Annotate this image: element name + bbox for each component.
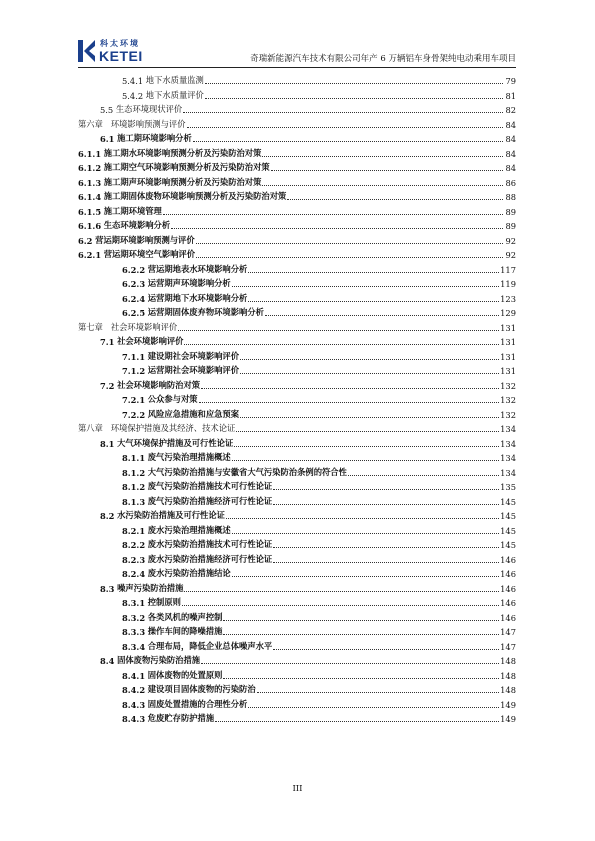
toc-entry-number: 8.2.2 — [122, 540, 146, 550]
toc-entry[interactable] — [78, 696, 516, 710]
toc-entry-title: 建设期社会环境影响评价 — [147, 350, 240, 361]
toc-leader-dots — [287, 199, 503, 200]
toc-leader-dots — [273, 489, 499, 490]
toc-entry-number: 6.2 — [78, 235, 93, 246]
toc-leader-dots — [199, 402, 500, 403]
toc-entry-number: 8.4.3 — [122, 714, 146, 724]
toc-entry-page: 146 — [500, 598, 516, 608]
toc-leader-dots — [171, 228, 503, 229]
logo-english-text: KETEI — [99, 48, 143, 64]
toc-entry-title: 运营期声环境影响分析 — [147, 278, 231, 288]
toc-entry-title: 营运期地表水环境影响分析 — [147, 263, 248, 274]
toc-entry-number: 8.2.4 — [122, 569, 146, 579]
toc-entry[interactable] — [78, 478, 516, 492]
toc-entry-number: 7.2 — [100, 380, 115, 391]
toc-entry-title: 营运期环境影响预测与评价 — [95, 234, 195, 245]
toc-entry[interactable] — [78, 420, 516, 434]
toc-entry-number: 8.3.3 — [122, 627, 146, 637]
toc-leader-dots — [240, 373, 499, 374]
toc-leader-dots — [201, 663, 499, 664]
toc-leader-dots — [215, 721, 499, 722]
toc-entry[interactable] — [78, 493, 516, 507]
toc-entry-number: 6.1.6 — [78, 221, 102, 231]
toc-entry-page: 148 — [500, 670, 516, 681]
toc-entry-title: 生态环境现状评价 — [115, 104, 183, 114]
toc-entry-page: 84 — [505, 163, 516, 173]
toc-entry-page: 86 — [505, 177, 516, 188]
toc-leader-dots — [183, 112, 503, 113]
toc-leader-dots — [257, 692, 500, 693]
toc-entry-number: 8.4.2 — [122, 685, 146, 695]
toc-entry[interactable] — [78, 87, 516, 101]
toc-entry[interactable] — [78, 348, 516, 362]
toc-entry-title: 固体废物的处置原则 — [147, 669, 223, 680]
toc-entry[interactable] — [78, 261, 516, 275]
toc-entry-title: 地下水质量评价 — [145, 89, 204, 100]
toc-entry[interactable] — [78, 174, 516, 188]
toc-leader-dots — [201, 388, 499, 389]
toc-entry-page: 147 — [500, 641, 516, 652]
toc-entry[interactable] — [78, 72, 516, 86]
toc-entry-title: 大气环境保护措施及可行性论证 — [117, 437, 234, 448]
toc-entry-number: 8.1 — [100, 438, 115, 449]
toc-entry-page: 146 — [500, 583, 516, 594]
toc-leader-dots — [232, 286, 499, 287]
toc-entry-page: 135 — [500, 482, 516, 492]
toc-leader-dots — [234, 446, 499, 447]
toc-entry-title: 合理布局，降低企业总体噪声水平 — [147, 640, 273, 651]
toc-entry-title: 公众参与对策 — [147, 394, 198, 404]
toc-entry-title: 施工期水环境影响预测分析及污染防治对策 — [103, 147, 262, 158]
toc-entry[interactable] — [78, 116, 516, 130]
toc-entry-page: 131 — [500, 337, 516, 347]
toc-entry-title: 控制原则 — [147, 597, 181, 607]
toc-entry-title: 建设项目固体废物的污染防治 — [147, 684, 256, 694]
toc-leader-dots — [273, 547, 499, 548]
toc-entry[interactable] — [78, 464, 516, 478]
toc-entry[interactable] — [78, 145, 516, 159]
toc-entry-number: 6.2.4 — [122, 293, 146, 304]
toc-entry-page: 134 — [500, 453, 516, 463]
toc-entry-page: 134 — [500, 438, 516, 449]
toc-entry-page: 148 — [500, 656, 516, 666]
toc-entry[interactable] — [78, 391, 516, 405]
toc-leader-dots — [348, 475, 499, 476]
toc-entry-number: 6.2.3 — [122, 279, 146, 289]
toc-entry[interactable] — [78, 290, 516, 304]
toc-entry-title: 营运期环境空气影响评价 — [103, 249, 196, 259]
toc-entry[interactable] — [78, 710, 516, 724]
toc-entry-number: 7.1.2 — [122, 366, 146, 376]
toc-entry-page: 134 — [500, 424, 516, 434]
toc-entry-page: 132 — [500, 395, 516, 405]
toc-entry[interactable] — [78, 319, 516, 333]
toc-entry-page: 145 — [500, 525, 516, 536]
toc-entry-page: 92 — [505, 250, 516, 260]
toc-leader-dots — [205, 83, 503, 84]
toc-entry-title: 废水污染防治措施结论 — [147, 568, 231, 578]
toc-entry-number: 6.1.3 — [78, 177, 102, 188]
toc-entry-title: 运营期社会环境影响评价 — [147, 365, 240, 375]
toc-leader-dots — [240, 417, 499, 418]
toc-entry-number: 7.2.2 — [122, 409, 146, 420]
toc-entry-title: 地下水质量监测 — [145, 75, 204, 85]
toc-entry[interactable] — [78, 638, 516, 652]
toc-entry-number: 6.1.5 — [78, 206, 102, 217]
toc-entry-number: 8.1.1 — [122, 453, 146, 463]
toc-entry-page: 146 — [500, 569, 516, 579]
toc-entry[interactable] — [78, 217, 516, 231]
toc-entry-number: 8.3.2 — [122, 612, 146, 623]
toc-entry-page: 119 — [500, 279, 516, 289]
toc-entry[interactable] — [78, 522, 516, 536]
toc-entry-page: 131 — [500, 322, 516, 333]
toc-leader-dots — [193, 141, 503, 142]
toc-entry[interactable] — [78, 551, 516, 565]
toc-leader-dots — [196, 257, 503, 258]
toc-entry[interactable] — [78, 188, 516, 202]
toc-leader-dots — [271, 170, 503, 171]
toc-entry-page: 146 — [500, 554, 516, 565]
toc-entry-page: 132 — [500, 380, 516, 391]
toc-leader-dots — [196, 243, 503, 244]
toc-entry[interactable] — [78, 681, 516, 695]
toc-entry-title: 噪声污染防治措施 — [117, 582, 184, 593]
toc-entry[interactable] — [78, 304, 516, 318]
toc-entry-title: 废水污染防治措施经济可行性论证 — [147, 553, 273, 564]
toc-entry-title: 运营期地下水环境影响分析 — [147, 292, 248, 303]
toc-leader-dots — [273, 504, 499, 505]
toc-entry-title: 施工期固体废物环境影响预测分析及污染防治对策 — [103, 191, 287, 201]
toc-entry-number: 6.2.5 — [122, 308, 146, 318]
toc-entry-number: 8.3 — [100, 583, 115, 594]
toc-entry[interactable] — [78, 130, 516, 144]
toc-leader-dots — [184, 344, 499, 345]
toc-entry-page: 145 — [500, 511, 516, 521]
toc-entry-title: 生态环境影响分析 — [103, 220, 171, 230]
toc-entry-title: 环境影响预测与评价 — [110, 118, 186, 129]
document-title: 奇瑞新能源汽车技术有限公司年产 6 万辆铝车身骨架纯电动乘用车项目 — [250, 54, 516, 64]
toc-leader-dots — [232, 533, 499, 534]
logo-chinese-text: 科太环境 — [100, 39, 140, 48]
toc-entry[interactable] — [78, 580, 516, 594]
toc-entry-number: 8.2 — [100, 511, 115, 521]
toc-entry[interactable] — [78, 333, 516, 347]
toc-entry-title: 运营期固体废弃物环境影响分析 — [147, 307, 264, 317]
toc-entry-number: 第六章 — [78, 118, 103, 129]
toc-entry-number: 8.4 — [100, 656, 115, 666]
toc-entry-page: 84 — [505, 119, 516, 130]
toc-entry-number: 6.1.4 — [78, 192, 102, 202]
toc-entry-number: 7.1 — [100, 337, 115, 347]
toc-entry[interactable] — [78, 377, 516, 391]
toc-entry-title: 环境保护措施及其经济、技术论证 — [110, 423, 236, 433]
toc-entry-number: 8.2.1 — [122, 525, 146, 536]
toc-entry-number: 6.1 — [100, 134, 115, 144]
toc-leader-dots — [262, 185, 503, 186]
toc-entry-page: 79 — [505, 76, 516, 86]
toc-entry[interactable] — [78, 362, 516, 376]
toc-entry-number: 8.1.3 — [122, 496, 146, 507]
toc-entry-number: 6.1.2 — [78, 163, 102, 173]
toc-entry-title: 社会环境影响防治对策 — [117, 379, 201, 390]
toc-entry-page: 82 — [505, 105, 516, 115]
toc-entry-number: 5.4.1 — [122, 76, 144, 86]
toc-entry-page: 92 — [505, 235, 516, 246]
toc-leader-dots — [205, 98, 503, 99]
toc-leader-dots — [240, 359, 499, 360]
toc-entry[interactable] — [78, 101, 516, 115]
toc-entry-title: 废气污染防治措施技术可行性论证 — [147, 481, 273, 491]
toc-entry-page: 134 — [500, 467, 516, 478]
toc-leader-dots — [273, 562, 499, 563]
toc-leader-dots — [223, 678, 499, 679]
toc-entry[interactable] — [78, 406, 516, 420]
toc-entry-title: 固废处置措施的合理性分析 — [147, 698, 248, 709]
toc-entry-page: 149 — [500, 699, 516, 710]
page-number: III — [292, 784, 303, 794]
toc-entry-page: 84 — [505, 134, 516, 144]
toc-entry-page: 131 — [500, 366, 516, 376]
toc-entry-page: 123 — [500, 293, 516, 304]
toc-leader-dots — [273, 649, 499, 650]
toc-entry-title: 水污染防治措施及可行性论证 — [117, 510, 225, 520]
toc-entry-number: 8.4.1 — [122, 670, 146, 681]
toc-entry[interactable] — [78, 507, 516, 521]
toc-leader-dots — [184, 591, 499, 592]
toc-entry-number: 8.3.4 — [122, 641, 146, 652]
toc-leader-dots — [248, 301, 499, 302]
toc-leader-dots — [178, 330, 499, 331]
toc-entry-page: 88 — [505, 192, 516, 202]
toc-entry-title: 废水污染治理措施概述 — [147, 524, 231, 535]
toc-entry-title: 固体废物污染防治措施 — [117, 655, 201, 665]
toc-entry-title: 风险应急措施和应急预案 — [147, 408, 240, 419]
toc-entry-number: 8.3.1 — [122, 598, 146, 608]
toc-leader-dots — [182, 605, 499, 606]
toc-entry[interactable] — [78, 536, 516, 550]
toc-entry[interactable] — [78, 565, 516, 579]
toc-entry[interactable] — [78, 246, 516, 260]
toc-entry-page: 145 — [500, 540, 516, 550]
toc-entry[interactable] — [78, 203, 516, 217]
toc-entry-title: 废气污染防治措施经济可行性论证 — [147, 495, 273, 506]
toc-leader-dots — [265, 315, 499, 316]
toc-entry[interactable] — [78, 275, 516, 289]
toc-entry-page: 149 — [500, 714, 516, 724]
toc-entry-title: 施工期环境管理 — [103, 205, 162, 216]
toc-entry[interactable] — [78, 623, 516, 637]
toc-entry-number: 8.4.3 — [122, 699, 146, 710]
toc-entry[interactable] — [78, 435, 516, 449]
toc-entry-title: 废气污染治理措施概述 — [147, 452, 231, 462]
toc-leader-dots — [232, 576, 499, 577]
toc-entry-page: 117 — [500, 264, 516, 275]
toc-entry-title: 废水污染防治措施技术可行性论证 — [147, 539, 273, 549]
toc-leader-dots — [187, 127, 503, 128]
toc-entry-number: 7.2.1 — [122, 395, 146, 405]
toc-entry-title: 社会环境影响评价 — [110, 321, 178, 332]
toc-entry-page: 132 — [500, 409, 516, 420]
toc-entry-page: 147 — [500, 627, 516, 637]
toc-entry[interactable] — [78, 159, 516, 173]
toc-leader-dots — [232, 460, 499, 461]
toc-entry-number: 6.1.1 — [78, 148, 102, 159]
toc-entry[interactable] — [78, 594, 516, 608]
toc-entry-title: 各类风机的噪声控制 — [147, 611, 223, 622]
toc-entry-number: 8.1.2 — [122, 482, 146, 492]
ketei-logo — [78, 38, 148, 66]
toc-entry-number: 5.5 — [100, 105, 114, 115]
toc-entry-page: 84 — [505, 148, 516, 159]
toc-entry-number: 8.2.3 — [122, 554, 146, 565]
toc-leader-dots — [223, 634, 499, 635]
toc-entry-title: 大气污染防治措施与安徽省大气污染防治条例的符合性 — [147, 466, 347, 477]
toc-leader-dots — [248, 272, 499, 273]
toc-entry-page: 89 — [505, 221, 516, 231]
toc-leader-dots — [163, 214, 503, 215]
toc-leader-dots — [236, 431, 499, 432]
toc-entry-title: 社会环境影响评价 — [117, 336, 184, 346]
page-header — [78, 38, 516, 68]
toc-entry-page: 81 — [505, 90, 516, 101]
toc-entry-page: 148 — [500, 685, 516, 695]
toc-entry-number: 第七章 — [78, 321, 103, 332]
toc-entry[interactable] — [78, 232, 516, 246]
toc-entry-number: 7.1.1 — [122, 351, 146, 362]
toc-entry[interactable] — [78, 667, 516, 681]
toc-entry-number: 6.2.2 — [122, 264, 146, 275]
toc-entry-number: 8.1.2 — [122, 467, 146, 478]
toc-entry-title: 施工期声环境影响预测分析及污染防治对策 — [103, 176, 262, 187]
toc-entry-number: 6.2.1 — [78, 250, 102, 260]
toc-leader-dots — [223, 620, 499, 621]
toc-entry-page: 89 — [505, 206, 516, 217]
toc-entry-title: 危废贮存防护措施 — [147, 713, 215, 723]
toc-entry-number: 5.4.2 — [122, 90, 144, 101]
toc-leader-dots — [226, 518, 499, 519]
toc-entry-page: 131 — [500, 351, 516, 362]
toc-leader-dots — [248, 707, 499, 708]
toc-entry-title: 操作车间的降噪措施 — [147, 626, 223, 636]
toc-entry[interactable] — [78, 449, 516, 463]
toc-entry-number: 第八章 — [78, 423, 103, 433]
toc-entry-page: 146 — [500, 612, 516, 623]
toc-entry-title: 施工期环境影响分析 — [117, 133, 192, 143]
toc-entry[interactable] — [78, 609, 516, 623]
toc-entry-page: 145 — [500, 496, 516, 507]
toc-entry-page: 129 — [500, 308, 516, 318]
toc-leader-dots — [262, 156, 503, 157]
ketei-logo-icon — [78, 40, 96, 62]
toc-entry[interactable] — [78, 652, 516, 666]
toc-entry-title: 施工期空气环境影响预测分析及污染防治对策 — [103, 162, 270, 172]
